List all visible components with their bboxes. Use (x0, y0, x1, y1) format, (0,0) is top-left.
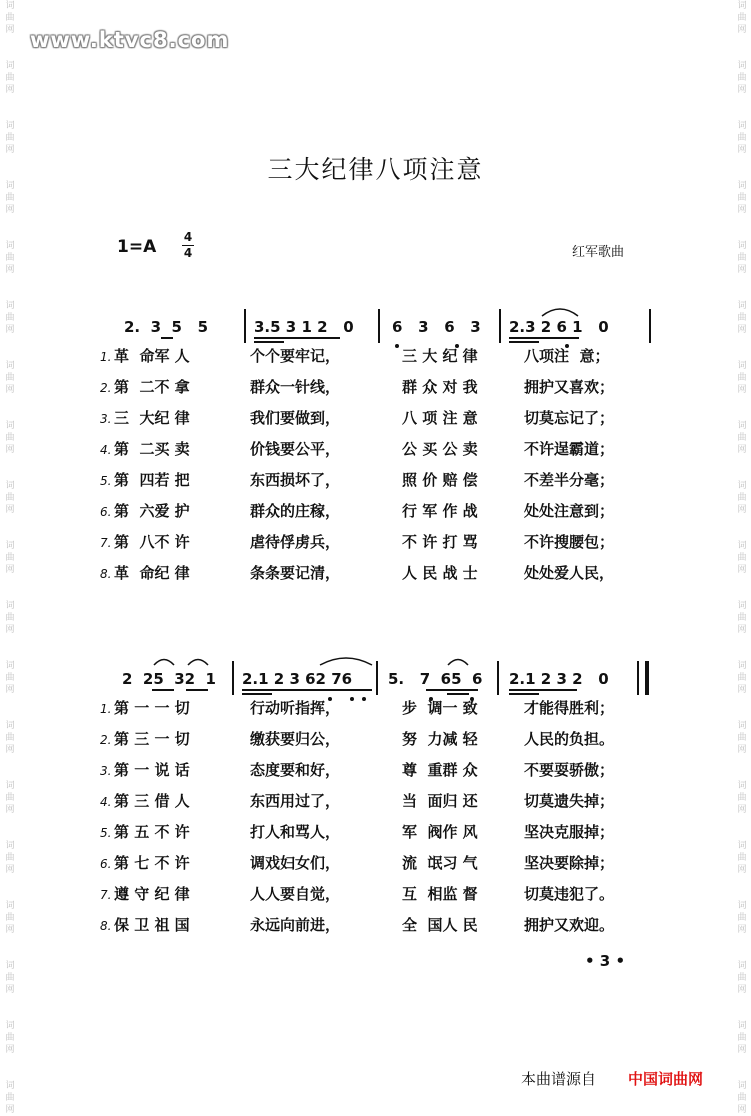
lyric-segment: 第 一 一 切 (114, 699, 190, 717)
page-number: • 3 • (585, 952, 626, 970)
measure-4: 2.3 2 6 1 0 (509, 318, 609, 336)
edge-watermark-text: 词曲网 (5, 841, 15, 875)
lyric-segment: 东西损坏了， (250, 471, 341, 489)
lyric-segment: 八项注 意； (524, 347, 610, 365)
slur (540, 304, 580, 318)
edge-watermark-text: 词曲网 (737, 781, 747, 815)
lyric-segment: 第 六爱 护 (114, 502, 190, 520)
time-signature-bottom: 4 (183, 246, 193, 260)
lyric-segment: 拥护又欢迎。 (524, 916, 615, 934)
lyric-segment: 第 二不 拿 (114, 378, 190, 396)
beam (509, 689, 577, 691)
lyric-segment: 不许搜腰包； (524, 533, 615, 551)
lyric-segment: 处处注意到； (524, 502, 615, 520)
verse-number: 3. (100, 764, 112, 778)
lyric-segment: 缴获要归公， (250, 730, 341, 748)
edge-watermark-text: 词曲网 (5, 301, 15, 335)
bar-line (244, 309, 246, 343)
slur (446, 655, 470, 667)
lyric-segment: 东西用过了， (250, 792, 341, 810)
verses-block-2 (100, 693, 684, 941)
slur (186, 655, 210, 667)
lyric-segment: 打人和骂人， (250, 823, 341, 841)
attribution: 红军歌曲 (572, 245, 625, 260)
bar-line (378, 309, 380, 343)
slur (318, 655, 374, 667)
verse-row (100, 372, 684, 403)
measure-7: 5. 7 65 6 (388, 670, 483, 688)
lyric-segment: 条条要记清， (250, 564, 341, 582)
verse-row (100, 341, 684, 372)
edge-watermark-text: 词曲网 (5, 421, 15, 455)
lyric-segment: 尊 重群 众 (402, 761, 478, 779)
lyric-segment: 军 阀作 风 (402, 823, 478, 841)
lyric-segment: 三 大纪 律 (114, 409, 190, 427)
lyric-segment: 调戏妇女们， (250, 854, 341, 872)
verse-number: 6. (100, 505, 112, 519)
verse-row (100, 724, 684, 755)
lyric-segment: 第 三 借 人 (114, 792, 190, 810)
lyric-segment: 不差半分毫； (524, 471, 615, 489)
edge-watermark-text: 词曲网 (737, 841, 747, 875)
edge-watermark-text: 词曲网 (737, 361, 747, 395)
lyric-segment: 不要耍骄傲； (524, 761, 615, 779)
verse-row (100, 848, 684, 879)
edge-watermark-text: 词曲网 (5, 961, 15, 995)
lyric-segment: 第 四若 把 (114, 471, 190, 489)
verse-number: 1. (100, 702, 112, 716)
measure-1: 2. 3 5 5 (124, 318, 209, 336)
edge-watermark-text: 词曲网 (737, 901, 747, 935)
lyric-segment: 我们要做到， (250, 409, 341, 427)
source-prefix: 本曲谱源自 (521, 1070, 597, 1088)
edge-watermark-text: 词曲网 (737, 661, 747, 695)
lyric-segment: 人 民 战 士 (402, 564, 478, 582)
lyric-segment: 群众的庄稼， (250, 502, 341, 520)
final-bar-line (645, 661, 649, 695)
edge-watermark-text: 词曲网 (5, 601, 15, 635)
lyric-segment: 个个要牢记， (250, 347, 341, 365)
lyric-segment: 第 二买 卖 (114, 440, 190, 458)
verse-row (100, 910, 684, 941)
verse-row (100, 496, 684, 527)
lyric-segment: 第 八不 许 (114, 533, 190, 551)
lyric-segment: 全 国人 民 (402, 916, 478, 934)
lyric-segment: 步 调一 致 (402, 699, 478, 717)
lyric-segment: 态度要和好， (250, 761, 341, 779)
verse-row (100, 403, 684, 434)
verse-number: 8. (100, 919, 112, 933)
edge-watermark-text: 词曲网 (5, 1021, 15, 1055)
verse-row (100, 465, 684, 496)
beam (186, 689, 208, 691)
edge-watermark-text: 词曲网 (5, 121, 15, 155)
lyric-segment: 坚决要除掉； (524, 854, 615, 872)
bar-line (497, 661, 499, 695)
beam (254, 337, 340, 339)
lyric-segment: 切莫违犯了。 (524, 885, 615, 903)
edge-watermark-text: 词曲网 (737, 1021, 747, 1055)
edge-watermark-text: 词曲网 (5, 241, 15, 275)
verse-row (100, 558, 684, 589)
bar-line (649, 309, 651, 343)
lyric-segment: 虐待俘虏兵， (250, 533, 341, 551)
verse-number: 3. (100, 412, 112, 426)
lyric-segment: 才能得胜利； (524, 699, 615, 717)
verse-number: 4. (100, 443, 112, 457)
edge-watermark-text: 词曲网 (737, 121, 747, 155)
edge-watermark-text: 词曲网 (5, 541, 15, 575)
edge-watermark-text: 词曲网 (737, 721, 747, 755)
lyric-segment: 不 许 打 骂 (402, 533, 478, 551)
verse-row (100, 786, 684, 817)
slur (152, 655, 176, 667)
verse-number: 5. (100, 826, 112, 840)
lyric-segment: 坚决克服掉； (524, 823, 615, 841)
beam (242, 689, 372, 691)
lyric-segment: 群 众 对 我 (402, 378, 478, 396)
verse-row (100, 693, 684, 724)
edge-watermark-text: 词曲网 (5, 781, 15, 815)
lyric-segment: 公 买 公 卖 (402, 440, 478, 458)
measure-2: 3.5 3 1 2 0 (254, 318, 354, 336)
lyric-segment: 第 一 说 话 (114, 761, 190, 779)
measure-3: 6 3 6 3 (392, 318, 481, 336)
verse-number: 2. (100, 733, 112, 747)
lyric-segment: 价钱要公平， (250, 440, 341, 458)
edge-watermark-text: 词曲网 (5, 481, 15, 515)
beam (161, 337, 173, 339)
lyric-segment: 处处爱人民， (524, 564, 615, 582)
lyric-segment: 互 相监 督 (402, 885, 478, 903)
lyric-segment: 不许逞霸道； (524, 440, 615, 458)
lyric-segment: 八 项 注 意 (402, 409, 478, 427)
lyric-segment: 保 卫 祖 国 (114, 916, 190, 934)
song-title: 三大纪律八项注意 (267, 155, 484, 184)
lyric-segment: 三 大 纪 律 (402, 347, 478, 365)
edge-watermark-text: 词曲网 (737, 601, 747, 635)
time-signature (182, 231, 194, 260)
bar-line (637, 661, 639, 695)
lyric-segment: 切莫忘记了； (524, 409, 615, 427)
edge-watermark-text: 词曲网 (5, 721, 15, 755)
lyric-segment: 人民的负担。 (524, 730, 615, 748)
edge-watermark-text: 词曲网 (5, 61, 15, 95)
edge-watermark-text: 词曲网 (5, 181, 15, 215)
measure-5: 2 25 32 1 (122, 670, 216, 688)
verse-row (100, 527, 684, 558)
lyric-segment: 第 五 不 许 (114, 823, 190, 841)
edge-watermark-text: 词曲网 (737, 61, 747, 95)
lyric-segment: 第 三 一 切 (114, 730, 190, 748)
edge-watermark-text: 词曲网 (737, 241, 747, 275)
edge-watermark-text: 词曲网 (737, 961, 747, 995)
verse-row (100, 817, 684, 848)
edge-watermark-text: 词曲网 (737, 181, 747, 215)
verse-number: 4. (100, 795, 112, 809)
lyric-segment: 照 价 赔 偿 (402, 471, 478, 489)
measure-8: 2.1 2 3 2 0 (509, 670, 609, 688)
lyric-segment: 切莫遗失掉； (524, 792, 615, 810)
lyric-segment: 流 氓习 气 (402, 854, 478, 872)
verse-number: 7. (100, 888, 112, 902)
beam (426, 689, 478, 691)
watermark-url: www.ktvc8.com (30, 28, 230, 52)
time-signature-top: 4 (183, 230, 193, 244)
verse-row (100, 434, 684, 465)
edge-watermark-text: 词曲网 (737, 1, 747, 35)
lyric-segment: 拥护又喜欢； (524, 378, 615, 396)
bar-line (232, 661, 234, 695)
lyric-segment: 努 力减 轻 (402, 730, 478, 748)
edge-watermark-text: 词曲网 (737, 421, 747, 455)
verse-number: 2. (100, 381, 112, 395)
verse-row (100, 879, 684, 910)
beam (152, 689, 174, 691)
verse-number: 7. (100, 536, 112, 550)
lyric-segment: 革 命军 人 (114, 347, 190, 365)
lyric-segment: 群众一针线， (250, 378, 341, 396)
lyric-segment: 行 军 作 战 (402, 502, 478, 520)
verse-number: 6. (100, 857, 112, 871)
verse-number: 5. (100, 474, 112, 488)
bar-line (499, 309, 501, 343)
edge-watermark-text: 词曲网 (737, 541, 747, 575)
edge-watermark-text: 词曲网 (737, 1081, 747, 1115)
lyric-segment: 当 面归 还 (402, 792, 478, 810)
verses-block-1 (100, 341, 684, 589)
lyric-segment: 遵 守 纪 律 (114, 885, 190, 903)
edge-watermark-text: 词曲网 (5, 661, 15, 695)
lyric-segment: 第 七 不 许 (114, 854, 190, 872)
edge-watermark-text: 词曲网 (5, 1, 15, 35)
edge-watermark-text: 词曲网 (5, 901, 15, 935)
lyric-segment: 永远向前进， (250, 916, 341, 934)
lyric-segment: 革 命纪 律 (114, 564, 190, 582)
source-site-link[interactable]: 中国词曲网 (628, 1070, 704, 1088)
verse-number: 1. (100, 350, 112, 364)
key-signature: 1=A (117, 237, 157, 257)
measure-6: 2.1 2 3 62 76 (242, 670, 353, 688)
bar-line (376, 661, 378, 695)
edge-watermark-text: 词曲网 (737, 481, 747, 515)
edge-watermark-text: 词曲网 (737, 301, 747, 335)
edge-watermark-text: 词曲网 (5, 361, 15, 395)
lyric-segment: 行动听指挥， (250, 699, 341, 717)
verse-number: 8. (100, 567, 112, 581)
lyric-segment: 人人要自觉， (250, 885, 341, 903)
beam (509, 337, 579, 339)
edge-watermark-text: 词曲网 (5, 1081, 15, 1115)
verse-row (100, 755, 684, 786)
